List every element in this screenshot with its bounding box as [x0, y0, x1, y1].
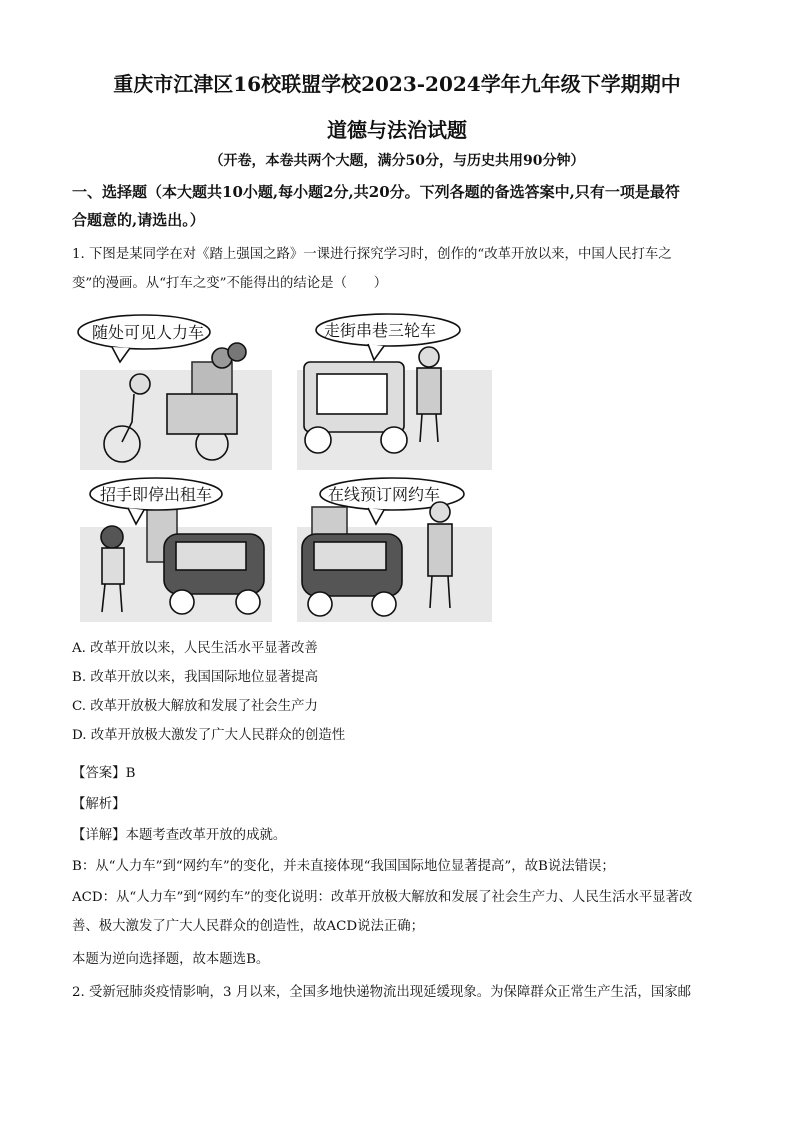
question-1-stem: [72, 240, 726, 298]
explain-acd: [72, 883, 726, 941]
question-1-options: [72, 634, 726, 750]
question-2-stem: 2. 受新冠肺炎疫情影响，3 月以来，全国多地快递物流出现延缓现象。为保障群众正常生产生活，国家邮: [72, 985, 691, 1000]
comic-caption-3: 招手即停出租车: [100, 485, 213, 504]
analysis-tag: 【解析】: [72, 797, 126, 812]
option-d: D. 改革开放极大激发了广大人民群众的创造性: [72, 728, 346, 743]
explain-acd-line1: ACD：从“人力车”到“网约车”的变化说明：改革开放极大解放和发展了社会生产力、人民生活水平显著改: [72, 890, 693, 905]
option-a: A. 改革开放以来，人民生活水平显著改善: [72, 641, 318, 656]
document-subtitle: 道德与法治试题: [327, 118, 467, 142]
answer-line: [72, 759, 726, 788]
conclusion: 本题为逆向选择题，故本题选B。: [72, 952, 270, 967]
document-title: 重庆市江津区16校联盟学校2023-2024学年九年级下学期期中: [113, 72, 681, 96]
explain-acd-line2: 善、极大激发了广大人民群众的创造性，故ACD说法正确；: [72, 919, 425, 934]
exam-note: （开卷，本卷共两个大题，满分50分，与历史共用90分钟）: [209, 153, 585, 169]
answer-tag: 【答案】: [72, 766, 126, 781]
section-heading-line2: 合题意的,请选出。）: [72, 211, 205, 229]
comic-caption-2: 走街串巷三轮车: [324, 321, 437, 340]
question-1-stem-line2: 变”的漫画。从“打车之变”不能得出的结论是（ ）: [72, 276, 388, 291]
question-1-stem-line1: 1. 下图是某同学在对《踏上强国之路》一课进行探究学习时，创作的“改革开放以来，中国人民打车之: [72, 247, 672, 262]
detail-line: 【详解】本题考查改革开放的成就。: [72, 828, 287, 843]
section-heading-line1: 一、选择题（本大题共10小题,每小题2分,共20分。下列各题的备选答案中,只有一项是最符: [72, 183, 680, 201]
answer-value: B: [125, 766, 136, 781]
comic-caption-4: 在线预订网约车: [328, 485, 441, 504]
comic-illustration: [72, 312, 497, 627]
explain-b: B：从“人力车”到“网约车”的变化，并未直接体现“我国国际地位显著提高”，故B说法错误；: [72, 859, 615, 874]
option-c: C. 改革开放极大解放和发展了社会生产力: [72, 699, 318, 714]
comic-caption-1: 随处可见人力车: [92, 323, 205, 342]
option-b: B. 改革开放以来，我国国际地位显著提高: [72, 670, 318, 685]
section-heading: [72, 178, 732, 234]
